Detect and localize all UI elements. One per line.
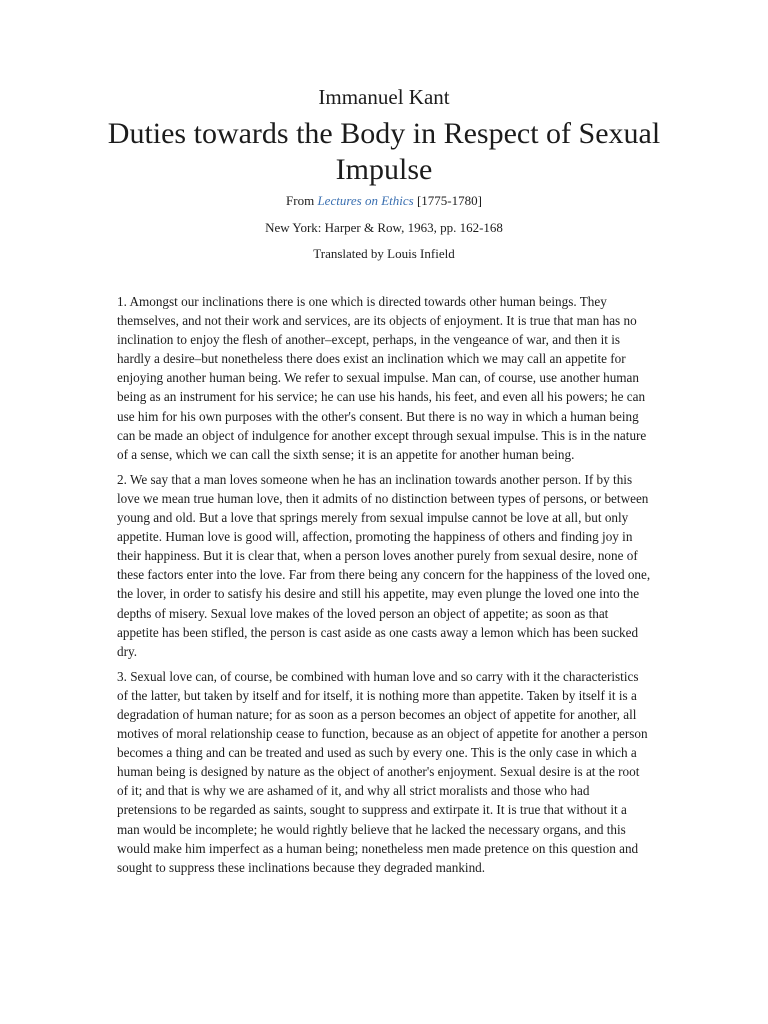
paragraph-2: 2. We say that a man loves someone when he has an inclination towards another person. If by this love we mean true human love, then it admits of no distinction between types of persons, or between young and old. But a love that springs merely from sexual impulse cannot be love at all, but only appetite. Human love is good will, affection, promoting the happiness of others and finding joy in their happiness. But it is clear that, when a person loves another purely from sexual desire, none of these factors enter into the love. Far from there being any concern for the happiness of the loved one, the lover, in order to satisfy his desire and still his appetite, may even plunge the loved one into the depths of misery. Sexual love makes of the loved person an object of appetite; as soon as that appetite has been stifled, the person is cast aside as one casts away a lemon which has been sucked dry. — [117, 471, 651, 659]
translator-line: Translated by Louis Infield — [313, 246, 455, 261]
document-body — [117, 292, 651, 883]
document-title: Duties towards the Body in Respect of Sexual Impulse — [107, 117, 661, 186]
paragraph-1: 1. Amongst our inclinations there is one which is directed towards other human beings. They themselves, and not their work and services, are its objects of enjoyment. It is true that man has no inclination to enjoy the flesh of another–except, perhaps, in the vengeance of war, and then it is hardly a desire–but nonetheless there does exist an inclination which we may call an appetite for enjoying another human being. We refer to sexual impulse. Man can, of course, use another human being as an instrument for his service; he can use his hands, his feet, and even all his powers; he can use him for his own purposes with the other's consent. But there is no way in which a human being can be made an object of indulgence for another except through sexual impulse. This is in the nature of a sense, which we can call the sixth sense; it is an appetite for another human being. — [117, 294, 647, 462]
source-prefix: From — [286, 193, 318, 208]
source-suffix: [1775-1780] — [413, 193, 482, 208]
paragraph-3: 3. Sexual love can, of course, be combined with human love and so carry with it the characteristics of the latter, but taken by itself and for itself, it is nothing more than appetite. Taken by itself it is a degradation of human nature; for as soon as a person becomes an object of appetite for another, all motives of moral relationship cease to function, because as an object of appetite for another a person becomes a thing and can be treated and used as such by every one. This is the only case in which a human being is designed by nature as the object of another's enjoyment. Sexual desire is at the root of it; and that is why we are ashamed of it, and why all strict moralists and those who had pretensions to be regarded as saints, sought to suppress and extirpate it. It is true that without it a man would be incomplete; he would rightly believe that he lacked the necessary organs, and this would make him imperfect as a human being; nonetheless men made pretence on this question and sought to suppress these inclinations because they degraded mankind. — [117, 668, 648, 875]
source-line — [0, 192, 768, 210]
publication-line: New York: Harper & Row, 1963, pp. 162-168 — [265, 220, 503, 235]
source-link[interactable]: Lectures on Ethics — [317, 193, 414, 208]
author-name: Immanuel Kant — [318, 85, 450, 109]
